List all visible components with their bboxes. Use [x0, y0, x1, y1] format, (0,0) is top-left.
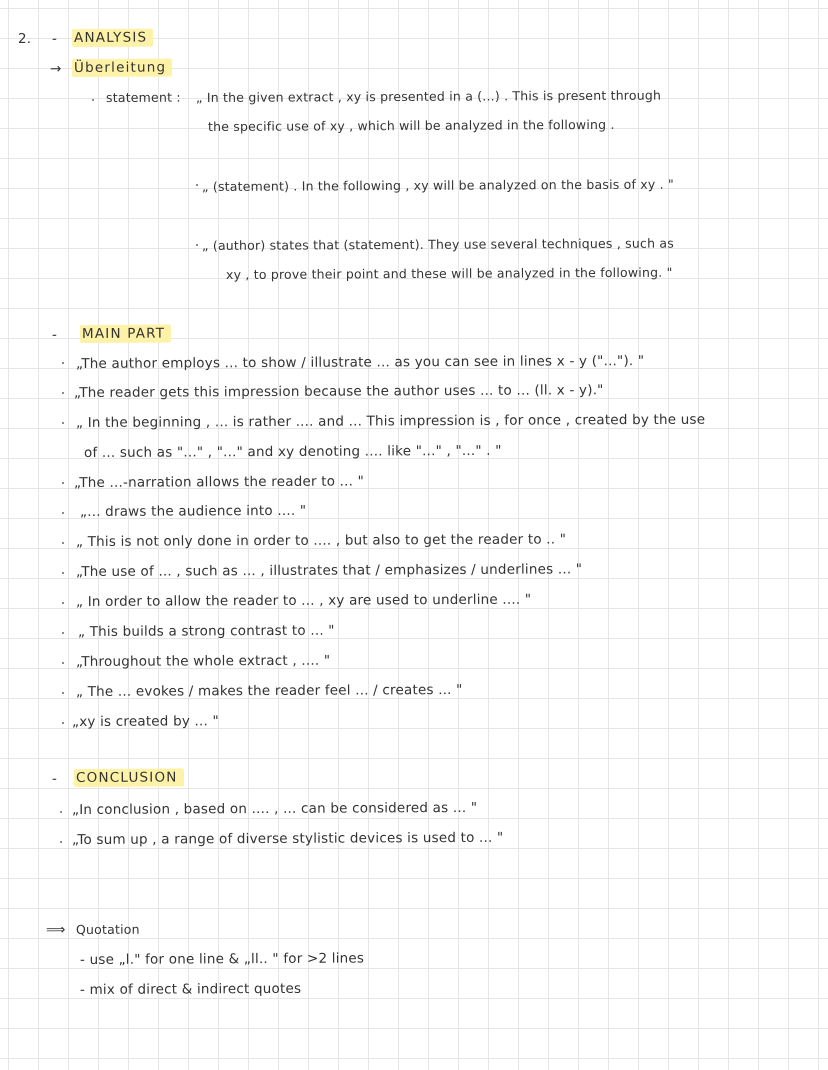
main-part-line: „ In the beginning , ... is rather .... and ... This impression is , for once , created by the use	[75, 411, 706, 431]
main-part-heading-text: MAIN PART	[80, 325, 171, 343]
bullet-dot	[62, 602, 64, 604]
bullet-dot	[60, 811, 62, 813]
analysis-heading-text: ANALYSIS	[72, 29, 153, 47]
main-part-line: „The author employs ... to show / illustrate ... as you can see in lines x - y ("..."). "	[75, 353, 645, 372]
bullet-dot	[62, 542, 64, 544]
bullet-dot	[196, 244, 198, 246]
conclusion-line: „To sum up , a range of diverse stylistic devices is used to ... "	[71, 829, 504, 848]
main-part-line: „xy is created by ... "	[71, 713, 219, 730]
main-part-line: „Throughout the whole extract , .... "	[75, 652, 331, 670]
transition-line: „ (statement) . In the following , xy will be analyzed on the basis of xy . "	[201, 176, 674, 194]
bullet-dot	[62, 662, 64, 664]
bullet-dot	[62, 482, 64, 484]
main-part-line: „The use of ... , such as ... , illustrates that / emphasizes / underlines ... "	[75, 561, 583, 580]
statement-label: statement :	[105, 89, 181, 105]
quotation-item: - mix of direct & indirect quotes	[79, 980, 302, 998]
bullet-dot	[92, 99, 94, 101]
subheading	[72, 58, 172, 77]
transition-line: „ (author) states that (statement). They use several techniques , such as	[201, 235, 674, 253]
bullet-dot	[196, 184, 198, 186]
main-part-heading	[80, 325, 171, 343]
section-number: 2.	[17, 30, 32, 47]
bullet-dot	[62, 392, 64, 394]
bullet-dot	[62, 692, 64, 694]
bullet-dot	[62, 422, 64, 424]
main-part-line: „ This is not only done in order to .... , but also to get the reader to .. "	[75, 531, 567, 550]
conclusion-heading	[74, 768, 184, 787]
bullet-dot	[62, 362, 64, 364]
conclusion-heading-text: CONCLUSION	[74, 768, 184, 787]
quotation-heading: Quotation	[75, 921, 140, 937]
bullet-dot	[62, 632, 64, 634]
section-dash: -	[51, 30, 58, 47]
main-part-line: „ This builds a strong contrast to ... "	[77, 622, 335, 640]
subheading-arrow: →	[49, 60, 62, 77]
transition-line: xy , to prove their point and these will be analyzed in the following. "	[225, 264, 673, 282]
bullet-dot	[62, 512, 64, 514]
bullet-dot	[62, 572, 64, 574]
transition-line: „ In the given extract , xy is presented in a (...) . This is present through	[195, 87, 662, 105]
bullet-dot	[60, 841, 62, 843]
main-part-line: „ The ... evokes / makes the reader feel ... / creates ... "	[75, 681, 463, 700]
conclusion-line: „In conclusion , based on .... , ... can be considered as ... "	[71, 799, 478, 818]
analysis-heading	[72, 29, 153, 47]
main-part-dash: -	[51, 326, 58, 343]
main-part-line: „The ...-narration allows the reader to ... "	[73, 473, 365, 491]
quotation-arrow: ⟹	[45, 921, 66, 938]
transition-line: the specific use of xy , which will be analyzed in the following .	[207, 116, 615, 134]
main-part-line: of ... such as "..." , "..." and xy denoting .... like "..." , "..." . "	[83, 442, 502, 461]
quotation-item: - use „l." for one line & „ll.. " for >2 lines	[79, 950, 365, 968]
main-part-line: „ In order to allow the reader to ... , xy are used to underline .... "	[75, 591, 532, 610]
conclusion-dash: -	[51, 770, 58, 787]
subheading-text: Überleitung	[72, 58, 172, 77]
main-part-line: „... draws the audience into .... "	[79, 502, 307, 520]
main-part-line: „The reader gets this impression because the author uses ... to ... (ll. x - y)."	[73, 382, 604, 401]
bullet-dot	[62, 722, 64, 724]
